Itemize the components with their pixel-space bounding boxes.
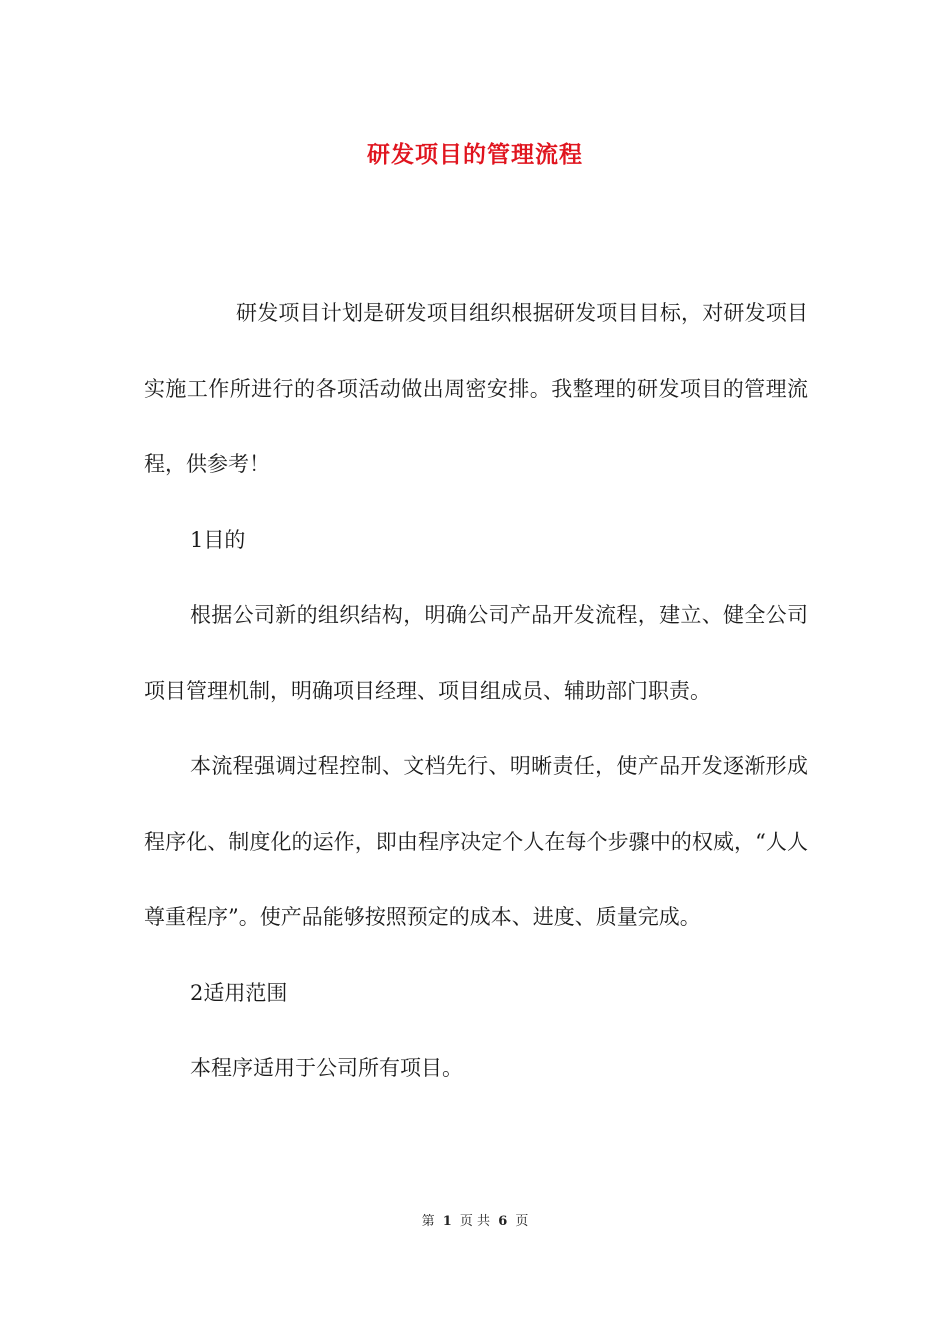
intro-paragraph: 研发项目计划是研发项目组织根据研发项目目标，对研发项目实施工作所进行的各项活动做出周密安排。我整理的研发项目的管理流程，供参考！: [144, 301, 808, 476]
footer-total-pages: 6: [498, 1214, 508, 1229]
purpose-paragraph-1: 根据公司新的组织结构，明确公司产品开发流程，建立、健全公司项目管理机制，明确项目经理、项目组成员、辅助部门职责。: [144, 603, 808, 703]
footer-suffix: 页: [515, 1214, 529, 1229]
footer-page-number: 1: [442, 1214, 452, 1229]
purpose-paragraph-2: 本流程强调过程控制、文档先行、明晰责任，使产品开发逐渐形成程序化、制度化的运作，即由程序决定个人在每个步骤中的权威，“人人尊重程序”。使产品能够按照预定的成本、进度、质量完成。: [144, 754, 808, 929]
footer-middle: 页 共: [459, 1214, 491, 1229]
footer-prefix: 第: [421, 1214, 435, 1229]
document-body: [144, 276, 808, 1107]
document-title: 研发项目的管理流程: [367, 141, 583, 168]
section-heading-purpose: 1目的: [190, 527, 246, 552]
scope-paragraph: 本程序适用于公司所有项目。: [190, 1056, 463, 1080]
section-heading-scope: 2适用范围: [190, 980, 288, 1005]
page-footer: [0, 1210, 950, 1229]
